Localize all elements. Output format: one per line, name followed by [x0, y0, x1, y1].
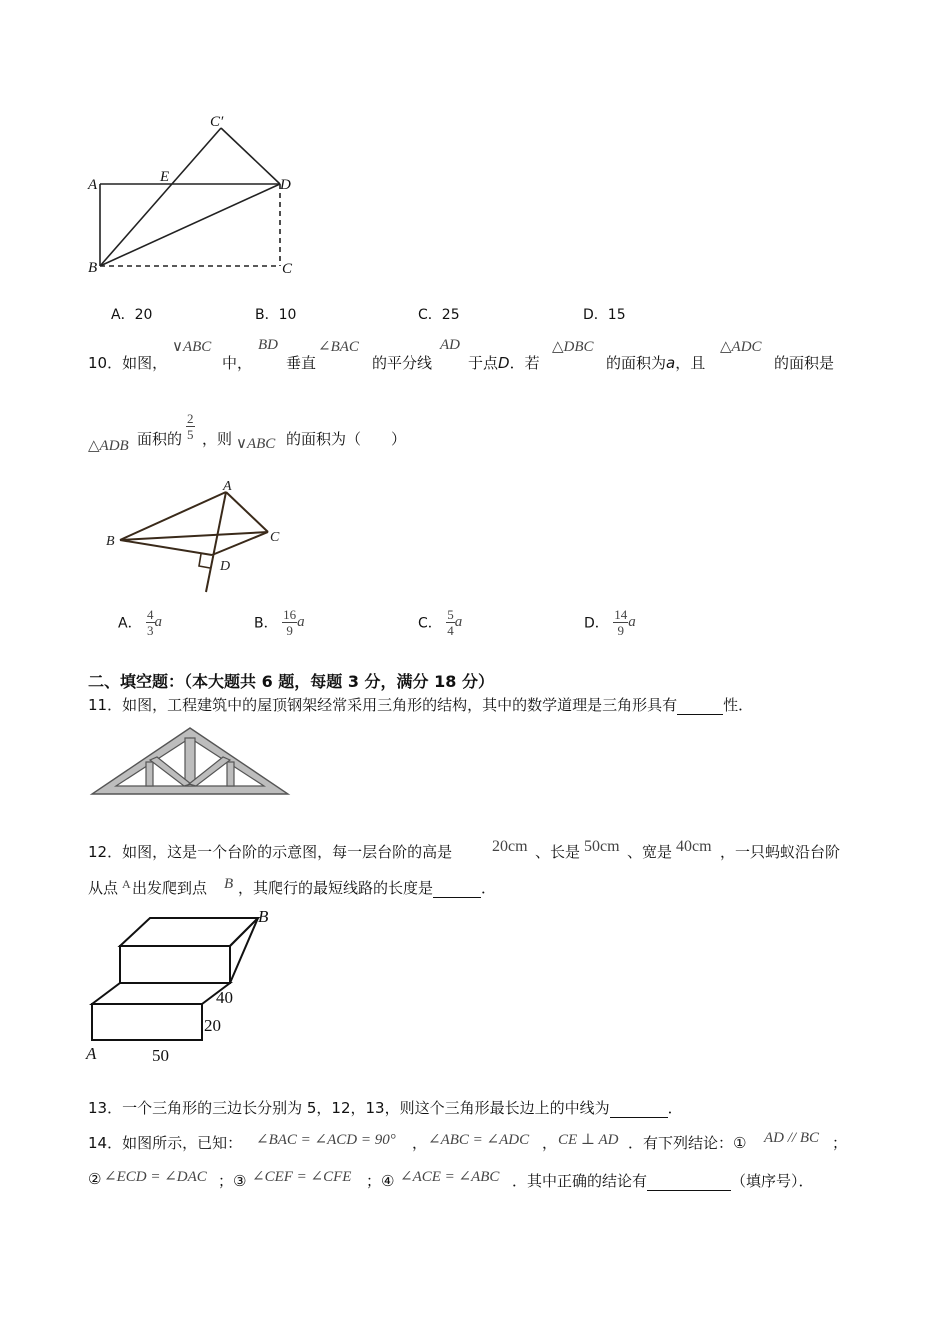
q9-option-b[interactable]: B．10 [255, 307, 297, 323]
q10-figure [100, 474, 300, 599]
q9-option-c[interactable]: C．25 [418, 307, 460, 323]
label-D: D [220, 559, 231, 574]
q9-option-d[interactable]: D．15 [583, 307, 626, 323]
lower-step-front [92, 1004, 202, 1040]
q14-conclusion-1: AD // BC [764, 1130, 819, 1146]
label-C: C [282, 261, 293, 277]
segment-CpD [221, 128, 280, 184]
label-B: B [258, 907, 269, 926]
label-width-40: 40 [216, 988, 233, 1007]
q14-answer-blank[interactable] [647, 1172, 731, 1191]
truss-left-post [146, 762, 153, 786]
label-D: D [280, 177, 291, 193]
label-E: E [160, 169, 170, 185]
label-length-50: 50 [152, 1046, 169, 1065]
upper-step-front [120, 946, 230, 983]
q12-stairs-figure [82, 906, 282, 1070]
truss-right-post [227, 762, 234, 786]
q12-math-40cm: 40cm [676, 838, 712, 855]
segment-BC [120, 532, 268, 540]
q10-math-dbc: △DBC [552, 339, 594, 355]
q13-stem: 13．一个三角形的三边长分别为 5，12，13，则这个三角形最长边上的中线为 ． [88, 1099, 683, 1117]
q10-option-a[interactable]: A． $\frac{4}{3}$ a [118, 607, 163, 638]
truss-king-post [185, 738, 195, 786]
label-A: A [223, 479, 232, 494]
segment-BCp [100, 128, 221, 266]
q9-option-a[interactable]: A．20 [111, 307, 153, 323]
q10-math-bd: BD [258, 337, 278, 353]
q10-math-ad: AD [440, 337, 460, 353]
q14-conclusion-2: ∠ECD = ∠DAC [104, 1169, 207, 1185]
q11-answer-blank[interactable] [677, 696, 723, 715]
q14-math-given-3: CE ⊥ AD [558, 1132, 619, 1148]
q14-math-given-2: ∠ABC = ∠ADC [428, 1132, 530, 1148]
q12-answer-blank[interactable] [433, 879, 481, 898]
label-C-prime: C′ [210, 114, 224, 130]
segment-BA [120, 492, 226, 540]
segment-BD [100, 184, 280, 266]
q10-math-abc-2: ∨ABC [236, 436, 276, 452]
right-angle-mark [199, 554, 210, 568]
lower-step-top [92, 983, 230, 1004]
label-height-20: 20 [204, 1016, 221, 1035]
q14-conclusion-3: ∠CEF = ∠CFE [252, 1169, 352, 1185]
q10-math-abc: ∨ABC [172, 339, 212, 355]
q10-option-b[interactable]: B． $\frac{16}{9}$ a [254, 607, 305, 638]
segment-BD [120, 540, 212, 555]
label-A: A [88, 177, 98, 193]
q10-option-c[interactable]: C． $\frac{5}{4}$ a [418, 607, 463, 638]
q11-stem: 11．如图，工程建筑中的屋顶钢架经常采用三角形的结构，其中的数学道理是三角形具有 性． [88, 696, 754, 714]
q10-math-adc: △ADC [720, 339, 762, 355]
q10-stem-line1: 10．如图， [88, 354, 168, 372]
section-2-heading: 二、填空题：（本大题共 6 题，每题 3 分，满分 18 分） [88, 672, 494, 691]
segment-AD-extended [206, 492, 226, 592]
q11-roof-truss-figure [88, 724, 292, 798]
q10-math-adb: △ADB [88, 438, 129, 454]
label-A: A [86, 1044, 97, 1063]
label-B: B [106, 534, 115, 549]
q13-answer-blank[interactable] [610, 1099, 668, 1118]
q10-option-d[interactable]: D． $\frac{14}{9}$ a [584, 607, 636, 638]
segment-AC [226, 492, 268, 532]
q12-math-point-a: A [122, 877, 131, 891]
q10-math-angle-bac: ∠BAC [318, 339, 359, 355]
q12-math-20cm: 20cm [492, 838, 528, 855]
q14-conclusion-4: ∠ACE = ∠ABC [400, 1169, 500, 1185]
q12-math-50cm: 50cm [584, 838, 620, 855]
q12-math-point-b: B [224, 876, 234, 892]
upper-step-top [120, 918, 258, 946]
q10-fraction-two-fifths: $\frac{2}{5}$ [187, 411, 194, 442]
q14-math-given-1: ∠BAC = ∠ACD = 90° [256, 1132, 396, 1148]
label-B: B [88, 260, 98, 276]
q9-figure [80, 110, 300, 280]
label-C: C [270, 530, 280, 545]
